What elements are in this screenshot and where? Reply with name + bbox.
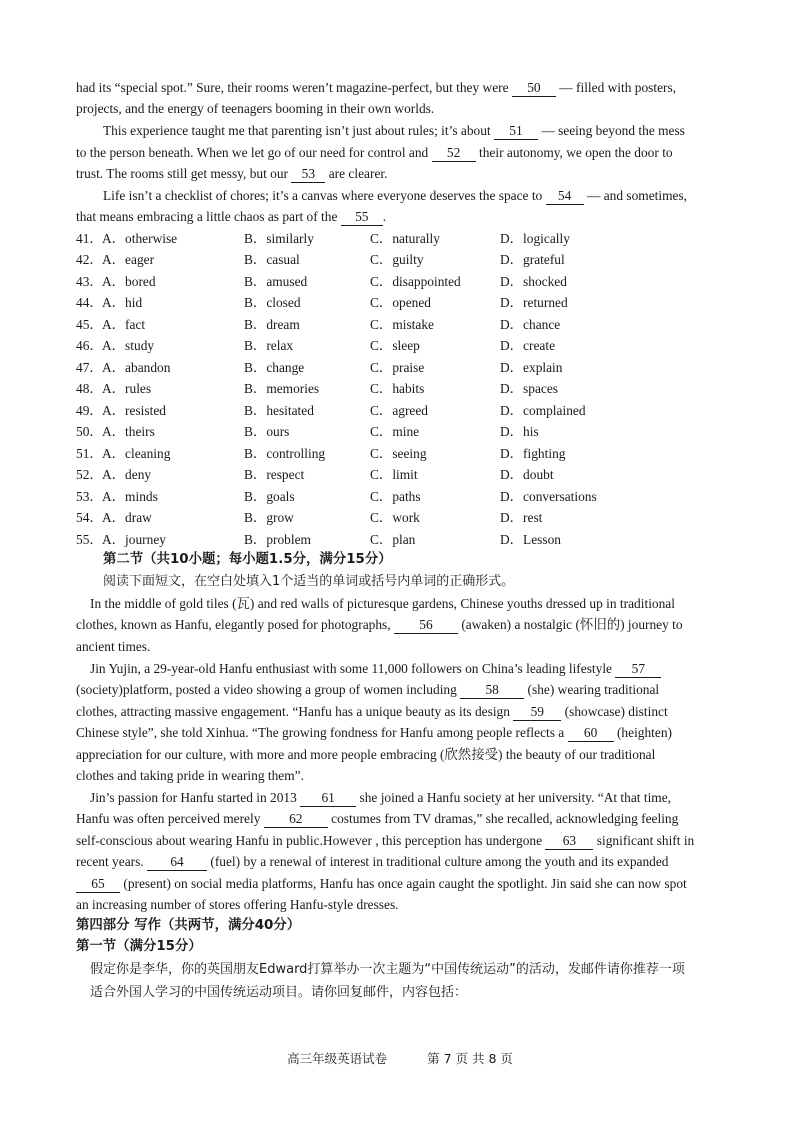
option-d: D．rest [500,510,543,525]
option-row-42 [76,250,756,270]
passage2-line-11 [76,809,678,829]
question-number: 47． [76,360,103,375]
option-d: D．fighting [500,446,566,461]
text: significant shift in [596,833,695,848]
blank-62: 62 [264,811,328,828]
passage2-line-12 [76,831,694,851]
option-b: B．memories [244,381,320,396]
passage2-line-13 [76,852,668,872]
question-number: 48． [76,381,103,396]
option-c: C．agreed [370,403,429,418]
option-b: B．grow [244,510,294,525]
blank-60: 60 [568,725,614,742]
question-number: 52． [76,467,103,482]
question-number: 50． [76,424,103,439]
option-c: C．seeing [370,446,427,461]
passage2-line-14 [76,874,687,894]
option-c: C．plan [370,532,416,547]
passage-line-1 [76,78,676,98]
option-row-46 [76,336,756,356]
question-number: 51． [76,446,103,461]
option-d: D．returned [500,295,568,310]
text: recent years. [76,854,144,869]
text: (she) wearing traditional [527,682,660,697]
text: — filled with posters, [559,80,677,95]
passage-line-7 [76,207,386,227]
blank-50: 50 [512,80,556,97]
option-d: D．create [500,338,556,353]
blank-53: 53 [291,166,325,183]
option-a: A．rules [102,381,152,396]
question-number: 54． [76,510,103,525]
text: to the person beneath. When we let go of our need for control and [76,145,429,160]
option-a: A．fact [102,317,146,332]
blank-59: 59 [513,704,561,721]
question-number: 41． [76,231,103,246]
option-d: D．Lesson [500,532,561,547]
text: (awaken) a nostalgic (怀旧的) journey to [461,617,683,632]
option-row-47 [76,358,756,378]
text: — and sometimes, [586,188,688,203]
passage2-line-1: In the middle of gold tiles (瓦) and red walls of picturesque gardens, Chinese youths dressed up in traditional [90,596,675,611]
option-d: D．explain [500,360,563,375]
option-d: D．chance [500,317,561,332]
option-b: B．similarly [244,231,314,246]
option-a: A．bored [102,274,156,289]
option-b: B．amused [244,274,308,289]
option-b: B．respect [244,467,305,482]
page-footer [0,1049,800,1067]
option-d: D．complained [500,403,586,418]
passage2-line-4 [90,659,661,679]
text: Life isn’t a checklist of chores; it’s a canvas where everyone deserves the space to [103,188,543,203]
text: (fuel) by a renewal of interest in traditional culture among the youth and its expanded [210,854,669,869]
passage-line-2: projects, and the energy of teenagers booming in their own worlds. [76,101,435,116]
blank-55: 55 [341,209,383,226]
passage2-line-9: clothes and taking pride in wearing them”. [76,768,304,783]
section-heading: 第二节（共10小题；每小题1.5分，满分15分） [103,552,392,567]
part-heading: 第四部分 写作（共两节，满分40分） [76,918,301,933]
text: — seeing beyond the mess [541,123,685,138]
option-a: A．abandon [102,360,171,375]
option-c: C．paths [370,489,421,504]
option-row-51 [76,444,756,464]
passage-line-5 [76,164,387,184]
option-a: A．deny [102,467,152,482]
text: she joined a Hanfu society at her university. “At that time, [359,790,672,805]
option-a: A．theirs [102,424,155,439]
option-d: D．grateful [500,252,565,267]
option-a: A．eager [102,252,155,267]
blank-56: 56 [394,617,458,634]
blank-61: 61 [300,790,356,807]
text: Jin’s passion for Hanfu started in 2013 [90,790,297,805]
text: their autonomy, we open the door to [478,145,673,160]
text: This experience taught me that parenting isn’t just about rules; it’s about [103,123,491,138]
option-b: B．goals [244,489,295,504]
option-d: D．doubt [500,467,554,482]
text: (heighten) [616,725,672,740]
subsection-heading: 第一节（满分15分） [76,939,202,954]
option-row-54 [76,508,756,528]
option-d: D．logically [500,231,570,246]
passage-line-3 [103,121,685,141]
passage-line-6 [103,186,687,206]
passage-line-4 [76,143,673,163]
option-row-55 [76,530,756,550]
option-c: C．sleep [370,338,420,353]
option-row-48 [76,379,756,399]
option-row-43 [76,272,756,292]
text: (showcase) distinct [564,704,668,719]
passage2-line-5 [76,680,659,700]
question-number: 49． [76,403,103,418]
blank-57: 57 [615,661,661,678]
section-instruction: 阅读下面短文，在空白处填入1个适当的单词或括号内单词的正确形式。 [103,574,515,589]
option-c: C．disappointed [370,274,461,289]
option-c: C．limit [370,467,418,482]
option-b: B．relax [244,338,294,353]
passage2-line-7 [76,723,672,743]
option-b: B．problem [244,532,311,547]
text: costumes from TV dramas,” she recalled, acknowledging feeling [331,811,679,826]
text: (present) on social media platforms, Hanfu has once again caught the spotlight. Jin said she can now spot [123,876,687,891]
writing-prompt-line-1: 假定你是李华，你的英国朋友Edward打算举办一次主题为“中国传统运动”的活动，发邮件请你推荐一项 [90,962,685,977]
question-number: 42． [76,252,103,267]
option-c: C．naturally [370,231,440,246]
option-c: C．mine [370,424,420,439]
option-a: A．hid [102,295,143,310]
passage2-line-15: an increasing number of stores offering Hanfu-style dresses. [76,897,399,912]
option-a: A．journey [102,532,166,547]
passage2-line-8: appreciation for our culture, with more and more people embracing (欣然接受) the beauty of our traditional [76,747,656,762]
option-row-52 [76,465,756,485]
question-number: 53． [76,489,103,504]
question-number: 44． [76,295,103,310]
passage2-line-2 [76,615,683,635]
passage2-line-3: ancient times. [76,639,151,654]
option-c: C．habits [370,381,425,396]
passage2-line-6 [76,702,668,722]
text: are clearer. [328,166,388,181]
option-a: A．cleaning [102,446,171,461]
option-c: C．praise [370,360,425,375]
option-row-53 [76,487,756,507]
option-a: A．draw [102,510,152,525]
text: that means embracing a little chaos as part of the [76,209,338,224]
option-b: B．hesitated [244,403,314,418]
question-number: 45． [76,317,103,332]
option-c: C．guilty [370,252,424,267]
text: Hanfu was often perceived merely [76,811,261,826]
question-number: 46． [76,338,103,353]
text: self-conscious about wearing Hanfu in public.However , this perception has undergone [76,833,543,848]
text: clothes, attracting massive engagement. “Hanfu has a unique beauty as its design [76,704,510,719]
option-row-45 [76,315,756,335]
option-row-49 [76,401,756,421]
option-d: D．conversations [500,489,597,504]
option-a: A．study [102,338,155,353]
option-d: D．his [500,424,539,439]
option-b: B．controlling [244,446,326,461]
option-row-44 [76,293,756,313]
option-d: D．spaces [500,381,559,396]
option-c: C．opened [370,295,431,310]
blank-52: 52 [432,145,476,162]
blank-64: 64 [147,854,207,871]
blank-54: 54 [546,188,584,205]
question-number: 43． [76,274,103,289]
option-c: C．work [370,510,420,525]
text: Chinese style”, she told Xinhua. “The growing fondness for Hanfu among people reflects a [76,725,565,740]
text: trust. The rooms still get messy, but our [76,166,289,181]
exam-title: 高三年级英语试卷 [287,1051,388,1066]
option-row-50 [76,422,756,442]
blank-51: 51 [494,123,538,140]
text: had its “special spot.” Sure, their rooms weren’t magazine-perfect, but they were [76,80,509,95]
option-a: A．otherwise [102,231,178,246]
page-number: 第 7 页 共 8 页 [427,1051,513,1066]
writing-prompt-line-2: 适合外国人学习的中国传统运动项目。请你回复邮件，内容包括： [90,985,468,1000]
blank-65: 65 [76,876,120,893]
text: (society)platform, posted a video showing a group of women including [76,682,457,697]
option-b: B．dream [244,317,300,332]
option-b: B．casual [244,252,300,267]
option-b: B．ours [244,424,290,439]
text: Jin Yujin, a 29-year-old Hanfu enthusiast with some 11,000 followers on China’s leading lifestyle [90,661,612,676]
option-d: D．shocked [500,274,567,289]
option-a: A．minds [102,489,158,504]
option-row-41 [76,229,756,249]
text: clothes, known as Hanfu, elegantly posed for photographs, [76,617,391,632]
blank-63: 63 [545,833,593,850]
option-a: A．resisted [102,403,166,418]
blank-58: 58 [460,682,524,699]
passage2-line-10 [90,788,671,808]
question-number: 55． [76,532,103,547]
text: . [382,209,387,224]
option-b: B．change [244,360,305,375]
option-b: B．closed [244,295,301,310]
option-c: C．mistake [370,317,434,332]
